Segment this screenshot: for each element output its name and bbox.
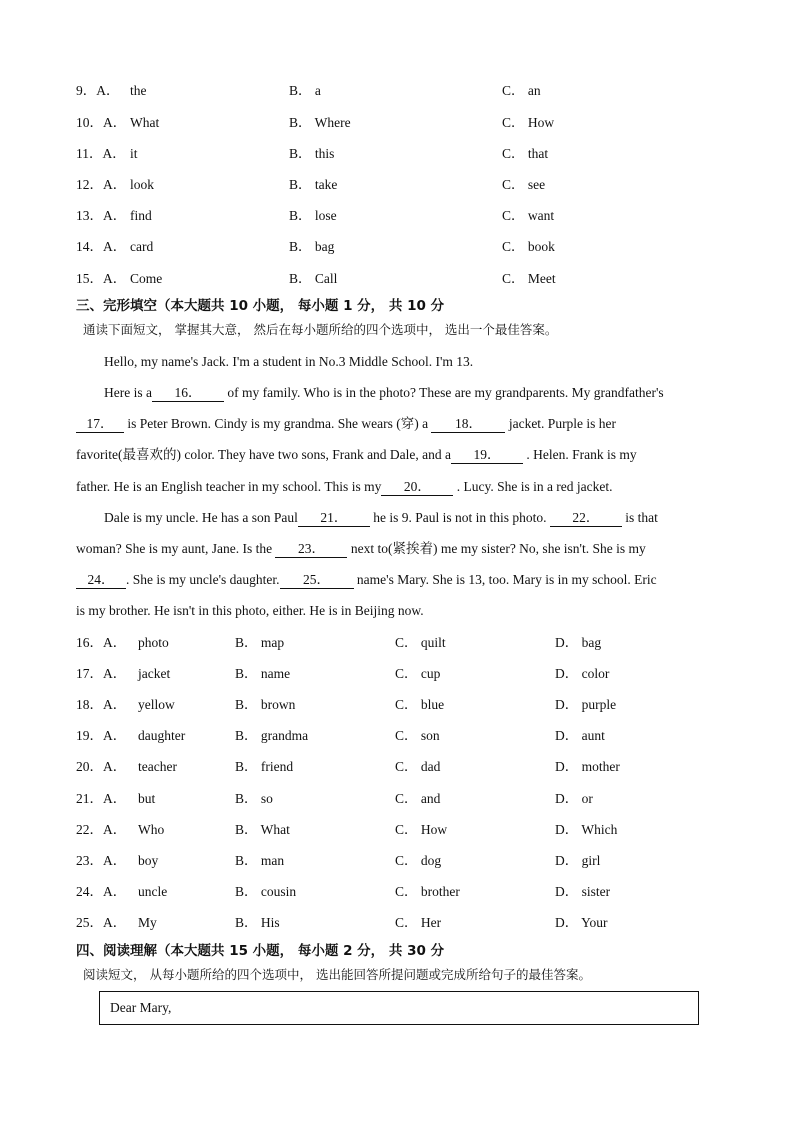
option-a: jacket (138, 666, 171, 681)
question-number: 23．A． (76, 853, 127, 868)
section3-heading: 三、完形填空（本大题共 10 小题， 每小题 1 分， 共 10 分 (76, 298, 445, 314)
section3-instruction: 通读下面短文， 掌握其大意， 然后在每小题所给的四个选项中， 选出一个最佳答案。 (83, 322, 558, 337)
option-b: B． His (235, 915, 280, 930)
option-a: look (130, 177, 155, 192)
option-d: D． or (555, 791, 593, 806)
option-a: boy (138, 853, 159, 868)
question-row (0, 695, 794, 715)
passage-text: is that (625, 510, 658, 525)
blank-20: 20． (381, 479, 453, 496)
option-b: B． so (235, 791, 273, 806)
option-d: D． sister (555, 884, 611, 899)
option-c: C． How (395, 822, 448, 837)
option-b: B． Call (289, 271, 338, 286)
passage-text: Dale is my uncle. He has a son Paul (104, 510, 298, 525)
option-c: C． dad (395, 759, 441, 774)
question-number: 11．A． (76, 146, 126, 161)
passage-text: jacket. Purple is her (508, 416, 617, 431)
question-number: 20．A． (76, 759, 127, 774)
question-row (0, 851, 794, 871)
question-number: 15．A． (76, 271, 127, 286)
option-c: C． brother (395, 884, 460, 899)
question-row (0, 175, 794, 195)
question-row (0, 81, 794, 101)
passage-text: father. He is an English teacher in my school. This is my (76, 479, 382, 494)
blank-16: 16． (152, 385, 224, 402)
option-d: D． bag (555, 635, 602, 650)
question-number: 10．A． (76, 115, 127, 130)
blank-21: 21． (298, 510, 370, 527)
option-c: C． son (395, 728, 440, 743)
passage-text: is Peter Brown. Cindy is my grandma. She wears (穿) a (127, 416, 429, 431)
question-row (0, 913, 794, 933)
blank-22: 22． (550, 510, 622, 527)
blank-25: 25． (280, 572, 354, 589)
blank-24: 24． (76, 572, 126, 589)
passage-text: . Helen. Frank is my (526, 447, 637, 462)
option-b: B． What (235, 822, 290, 837)
question-row (0, 664, 794, 684)
option-c: C． Her (395, 915, 442, 930)
option-b: B． brown (235, 697, 296, 712)
passage-text: next to(紧挨着) me my sister? No, she isn't. She is my (350, 541, 646, 556)
question-row (0, 237, 794, 257)
option-d: D． Which (555, 822, 618, 837)
option-a: it (130, 146, 138, 161)
option-a: What (130, 115, 160, 130)
option-c: C． quilt (395, 635, 446, 650)
option-a: yellow (138, 697, 175, 712)
option-b: B． name (235, 666, 291, 681)
question-row (0, 882, 794, 902)
question-number: 17．A． (76, 666, 127, 681)
passage-line: is my brother. He isn't in this photo, either. He is in Beijing now. (76, 603, 424, 618)
passage-line (104, 383, 746, 403)
option-b: B． friend (235, 759, 294, 774)
section4-heading: 四、阅读理解（本大题共 15 小题， 每小题 2 分， 共 30 分 (76, 943, 445, 959)
option-b: B． man (235, 853, 285, 868)
passage-text: favorite(最喜欢的) color. They have two sons, Frank and Dale, and a (76, 447, 452, 462)
option-c: C． see (502, 177, 546, 192)
option-a: the (130, 83, 147, 98)
option-a: teacher (138, 759, 177, 774)
option-d: D． Your (555, 915, 608, 930)
question-number: 24．A． (76, 884, 127, 899)
option-b: B． a (289, 83, 321, 98)
option-b: B． bag (289, 239, 335, 254)
option-c: C． book (502, 239, 555, 254)
option-d: D． girl (555, 853, 601, 868)
option-c: C． cup (395, 666, 441, 681)
option-d: D． mother (555, 759, 620, 774)
option-b: B． take (289, 177, 338, 192)
option-c: C． dog (395, 853, 442, 868)
passage-line (76, 445, 718, 465)
question-row (0, 789, 794, 809)
passage-text: woman? She is my aunt, Jane. Is the (76, 541, 273, 556)
blank-18: 18． (431, 416, 505, 433)
question-number: 14．A． (76, 239, 127, 254)
question-number: 13．A． (76, 208, 127, 223)
passage-text: . She is my uncle's daughter. (126, 572, 280, 587)
option-c: C． want (502, 208, 555, 223)
question-row (0, 113, 794, 133)
option-a: photo (138, 635, 169, 650)
question-row (0, 757, 794, 777)
passage-line (76, 570, 718, 590)
question-number: 16．A． (76, 635, 127, 650)
passage-line (104, 508, 746, 528)
section4-instruction: 阅读短文， 从每小题所给的四个选项中， 选出能回答所提问题或完成所给句子的最佳答案。 (83, 967, 591, 982)
blank-17: 17． (76, 416, 124, 433)
question-number: 22．A． (76, 822, 127, 837)
question-number: 21．A． (76, 791, 127, 806)
passage-text: . Lucy. She is in a red jacket. (456, 479, 613, 494)
option-c: C． an (502, 83, 541, 98)
question-number: 12．A． (76, 177, 127, 192)
option-c: C． blue (395, 697, 445, 712)
option-c: C． that (502, 146, 549, 161)
letter-box (99, 991, 699, 1025)
question-row (0, 726, 794, 746)
option-b: B． Where (289, 115, 351, 130)
option-a: find (130, 208, 152, 223)
option-b: B． grandma (235, 728, 309, 743)
passage-line (76, 414, 718, 434)
option-c: C． How (502, 115, 555, 130)
question-row (0, 820, 794, 840)
question-row (0, 206, 794, 226)
option-a: My (138, 915, 157, 930)
option-b: B． cousin (235, 884, 297, 899)
letter-greeting: Dear Mary, (110, 1000, 172, 1015)
passage-line: Hello, my name's Jack. I'm a student in No.3 Middle School. I'm 13. (104, 354, 474, 369)
option-a: card (130, 239, 154, 254)
passage-text: of my family. Who is in the photo? These are my grandparents. My grandfather's (227, 385, 664, 400)
question-number: 25．A． (76, 915, 127, 930)
option-a: Come (130, 271, 163, 286)
passage-text: name's Mary. She is 13, too. Mary is in my school. Eric (356, 572, 657, 587)
option-a: but (138, 791, 156, 806)
question-number: 9．A． (76, 83, 120, 98)
passage-line (76, 539, 718, 559)
option-c: C． and (395, 791, 441, 806)
option-b: B． this (289, 146, 335, 161)
question-number: 19．A． (76, 728, 127, 743)
option-a: Who (138, 822, 165, 837)
passage-text: Here is a (104, 385, 152, 400)
option-a: daughter (138, 728, 186, 743)
question-number: 18．A． (76, 697, 127, 712)
option-c: C． Meet (502, 271, 556, 286)
blank-19: 19． (451, 447, 523, 464)
question-row (0, 269, 794, 289)
blank-23: 23． (275, 541, 347, 558)
option-d: D． aunt (555, 728, 605, 743)
passage-line (76, 477, 718, 497)
option-a: uncle (138, 884, 168, 899)
question-row (0, 633, 794, 653)
option-d: D． purple (555, 697, 617, 712)
passage-text: he is 9. Paul is not in this photo. (373, 510, 547, 525)
question-row (0, 144, 794, 164)
option-b: B． map (235, 635, 285, 650)
option-d: D． color (555, 666, 610, 681)
option-b: B． lose (289, 208, 337, 223)
